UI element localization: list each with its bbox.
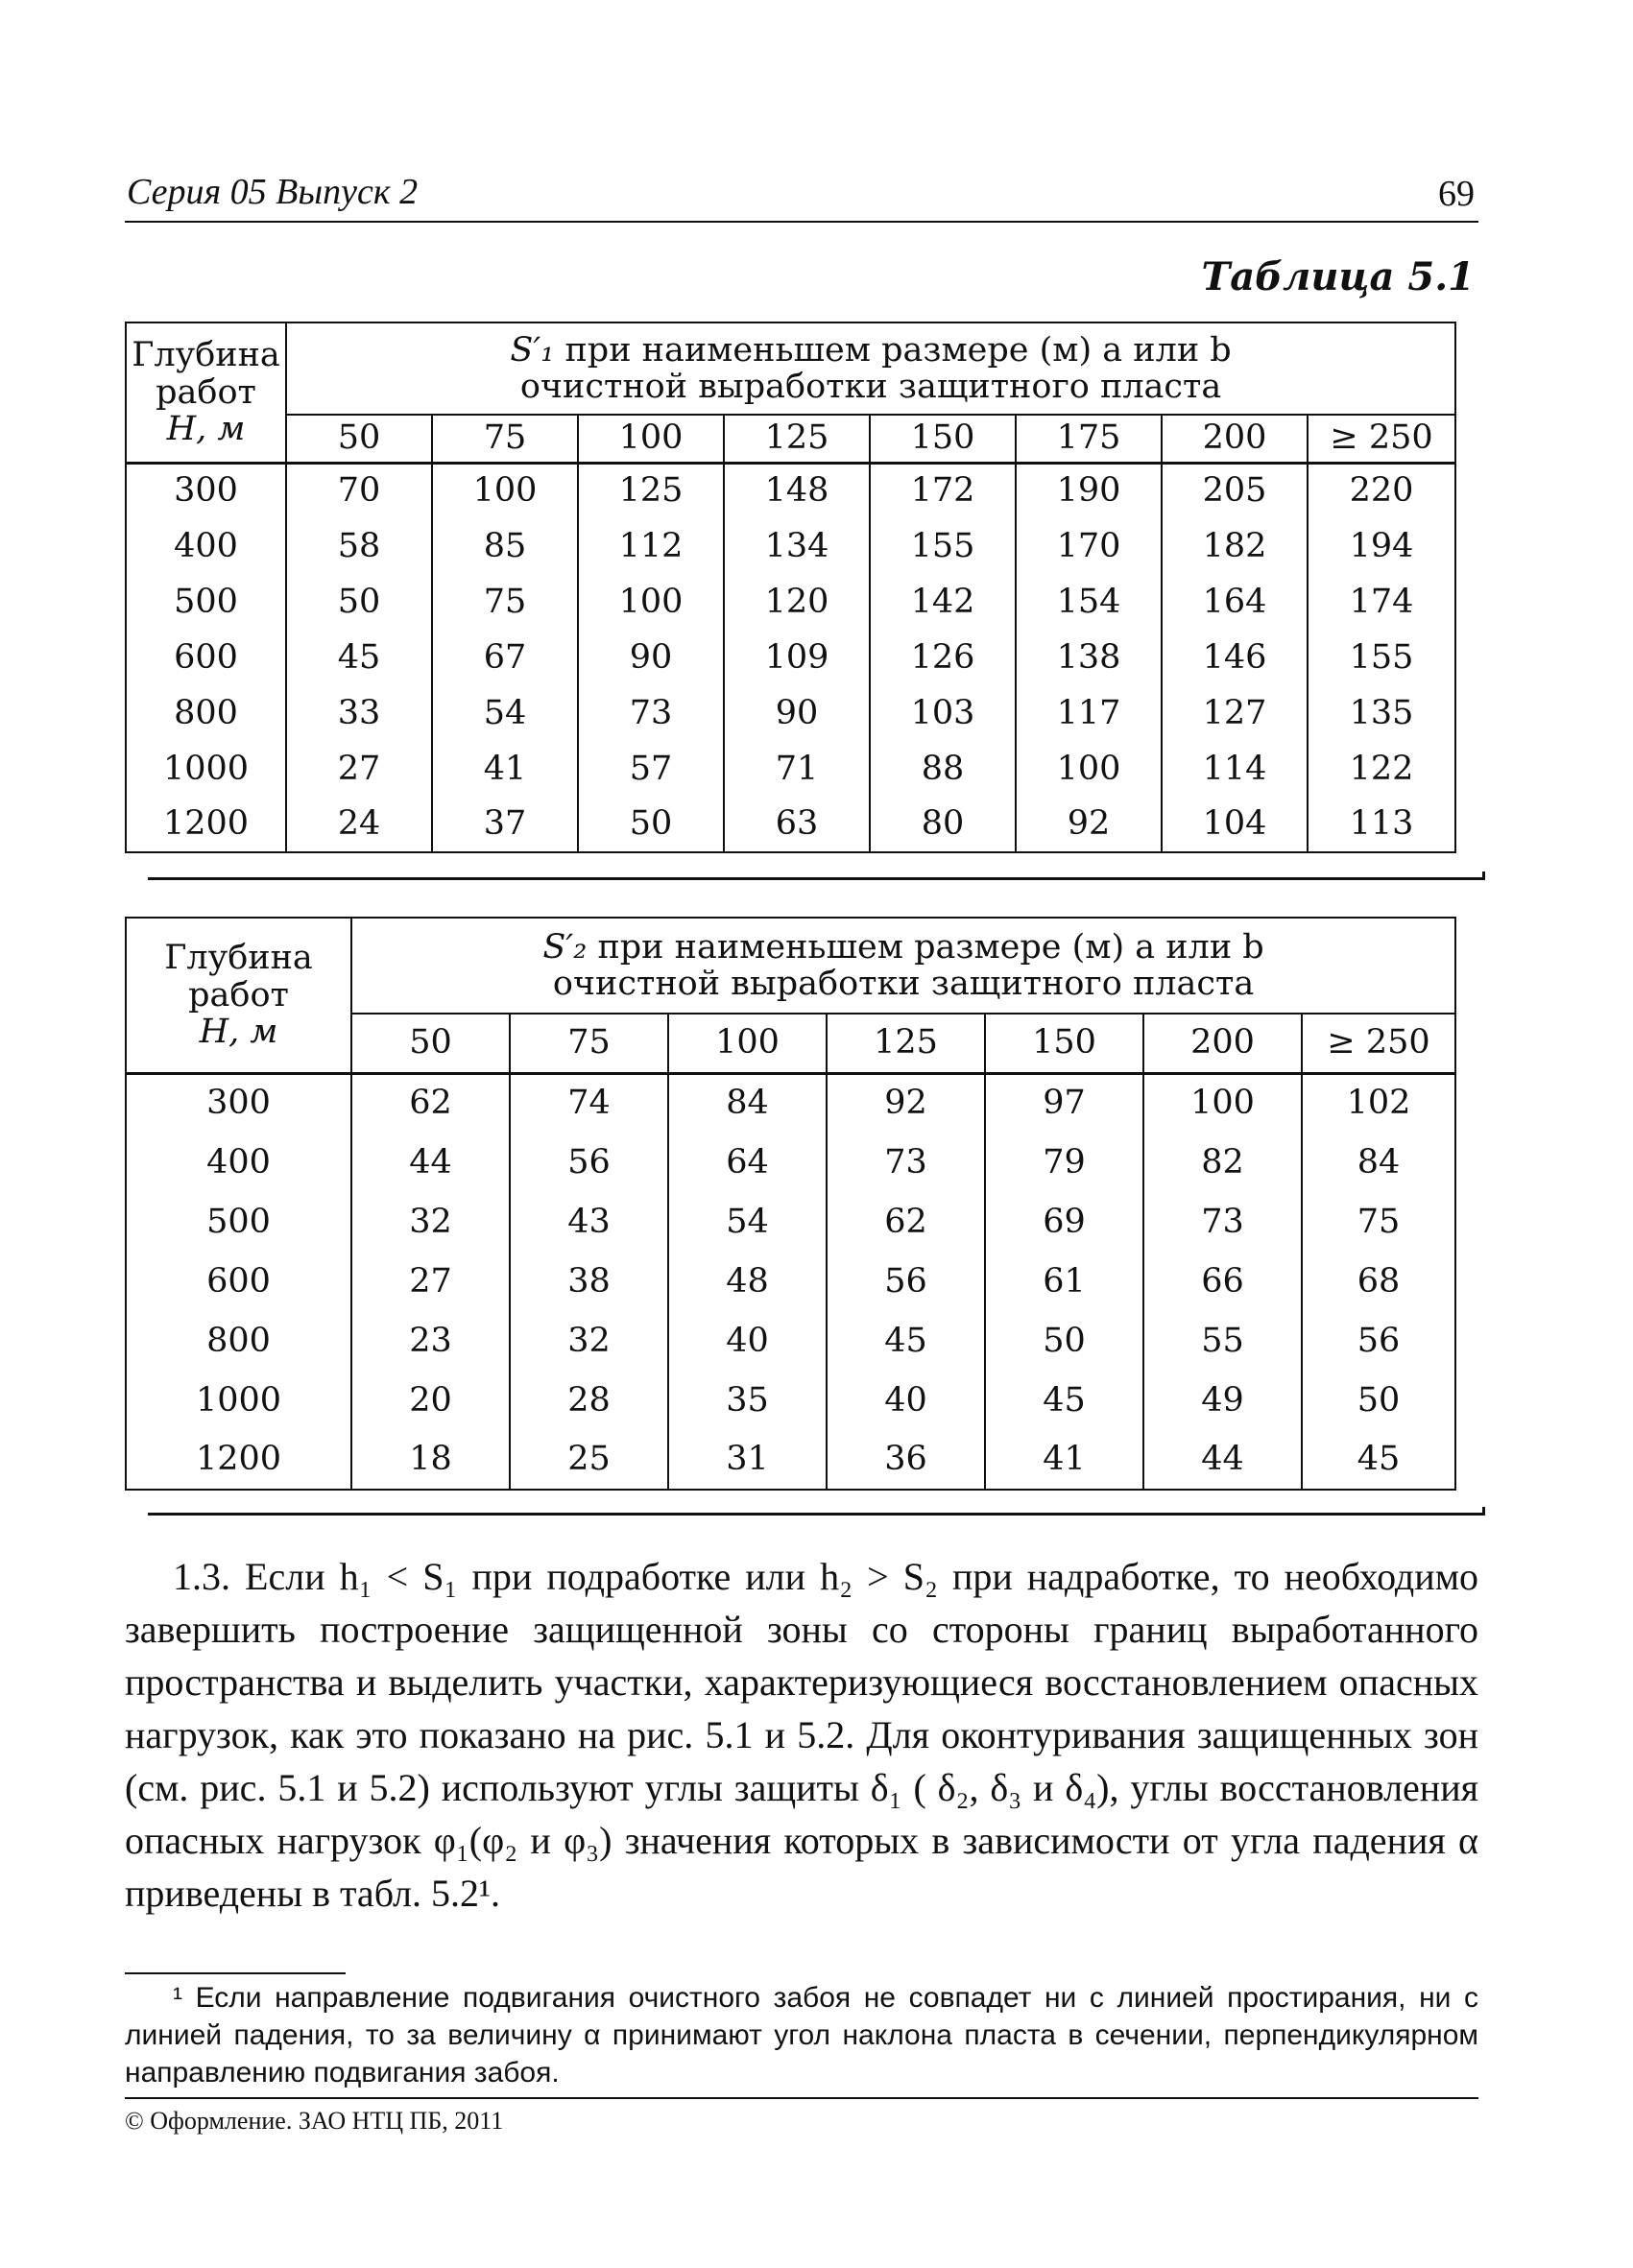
- value-cell: 100: [1143, 1073, 1302, 1133]
- table-row: [126, 1311, 1455, 1371]
- span-header: [351, 918, 1455, 1014]
- value-cell: 205: [1162, 463, 1308, 518]
- value-cell: 54: [668, 1192, 827, 1252]
- value-cell: 63: [724, 797, 870, 852]
- value-cell: 33: [286, 685, 432, 741]
- span-header-text: при наименьшем размере (м) a или b: [587, 927, 1264, 967]
- value-cell: 170: [1016, 518, 1162, 574]
- value-cell: 90: [578, 630, 724, 685]
- row-header-line: H, м: [166, 410, 246, 448]
- value-cell: 57: [578, 741, 724, 797]
- value-cell: 50: [985, 1311, 1143, 1371]
- value-cell: 142: [870, 574, 1016, 630]
- value-cell: 172: [870, 463, 1016, 518]
- row-header-line: работ: [156, 372, 256, 412]
- value-cell: 62: [827, 1192, 985, 1252]
- table-row: [126, 1133, 1455, 1192]
- value-cell: 97: [985, 1073, 1143, 1133]
- value-cell: 58: [286, 518, 432, 574]
- footer-rule: [125, 2097, 1478, 2099]
- depth-cell: 600: [126, 630, 286, 685]
- value-cell: 31: [668, 1430, 827, 1490]
- value-cell: 100: [578, 574, 724, 630]
- value-cell: 154: [1016, 574, 1162, 630]
- value-cell: 100: [1016, 741, 1162, 797]
- value-cell: 44: [1143, 1430, 1302, 1490]
- value-cell: 68: [1302, 1252, 1455, 1311]
- value-cell: 174: [1308, 574, 1455, 630]
- value-cell: 120: [724, 574, 870, 630]
- table-row: [126, 518, 1455, 574]
- column-header: 50: [286, 415, 432, 463]
- series-title: Серия 05 Выпуск 2: [127, 172, 419, 212]
- depth-cell: 300: [126, 1073, 351, 1133]
- value-cell: 66: [1143, 1252, 1302, 1311]
- value-cell: 50: [1302, 1371, 1455, 1430]
- value-cell: 84: [1302, 1133, 1455, 1192]
- value-cell: 85: [432, 518, 578, 574]
- value-cell: 92: [827, 1073, 985, 1133]
- page-header: [125, 165, 1478, 223]
- depth-cell: 400: [126, 1133, 351, 1192]
- page-number: 69: [1438, 174, 1475, 214]
- table-shadow: [148, 871, 1485, 880]
- footnote-rule: [125, 1972, 346, 1974]
- value-cell: 155: [870, 518, 1016, 574]
- span-header: [286, 322, 1455, 415]
- table-row: [126, 1430, 1455, 1490]
- span-header-text-2: очистной выработки защитного пласта: [519, 368, 1222, 406]
- column-header: 150: [985, 1014, 1143, 1073]
- value-cell: 75: [1302, 1192, 1455, 1252]
- depth-cell: 800: [126, 685, 286, 741]
- depth-cell: 1200: [126, 1430, 351, 1490]
- value-cell: 55: [1143, 1311, 1302, 1371]
- value-cell: 45: [985, 1371, 1143, 1430]
- depth-cell: 300: [126, 463, 286, 518]
- value-cell: 45: [1302, 1430, 1455, 1490]
- depth-cell: 500: [126, 574, 286, 630]
- paragraph-text: 1.3. Если h₁ < S₁ при подработке или h₂ > S₂ при надработке, то необходимо завершить построение защищенной зоны со стороны границ выработанного пространства и выделить участки, характеризующиеся восстановлением опасных нагрузок, как это показано на рис. 5.1 и 5.2. Для оконтуривания защищенных зон (см. рис. 5.1 и 5.2) используют углы защиты δ₁ ( δ₂, δ₃ и δ₄), углы восстановления опасных нагрузок φ₁(φ₂ и φ₃) значения которых в зависимости от угла падения α приведены в табл. 5.2¹.: [125, 1555, 1478, 1915]
- value-cell: 135: [1308, 685, 1455, 741]
- value-cell: 49: [1143, 1371, 1302, 1430]
- table-caption: Таблица 5.1: [1201, 254, 1475, 299]
- value-cell: 82: [1143, 1133, 1302, 1192]
- copyright: © Оформление. ЗАО НТЦ ПБ, 2011: [125, 2107, 504, 2135]
- value-cell: 182: [1162, 518, 1308, 574]
- value-cell: 148: [724, 463, 870, 518]
- span-header-symbol: S′₂: [542, 927, 588, 967]
- value-cell: 138: [1016, 630, 1162, 685]
- value-cell: 28: [510, 1371, 668, 1430]
- value-cell: 27: [286, 741, 432, 797]
- value-cell: 38: [510, 1252, 668, 1311]
- table-row: [126, 1192, 1455, 1252]
- value-cell: 23: [351, 1311, 510, 1371]
- table-row: [126, 797, 1455, 852]
- value-cell: 18: [351, 1430, 510, 1490]
- value-cell: 56: [827, 1252, 985, 1311]
- table-row: [126, 1073, 1455, 1133]
- value-cell: 44: [351, 1133, 510, 1192]
- value-cell: 56: [510, 1133, 668, 1192]
- column-header: ≥ 250: [1308, 415, 1455, 463]
- column-header: 125: [827, 1014, 985, 1073]
- value-cell: 64: [668, 1133, 827, 1192]
- value-cell: 74: [510, 1073, 668, 1133]
- table-row: [126, 1371, 1455, 1430]
- value-cell: 164: [1162, 574, 1308, 630]
- table-row: [126, 630, 1455, 685]
- value-cell: 20: [351, 1371, 510, 1430]
- depth-cell: 1000: [126, 1371, 351, 1430]
- row-header-line: работ: [188, 975, 289, 1015]
- value-cell: 104: [1162, 797, 1308, 852]
- value-cell: 40: [827, 1371, 985, 1430]
- value-cell: 62: [351, 1073, 510, 1133]
- value-cell: 71: [724, 741, 870, 797]
- value-cell: 54: [432, 685, 578, 741]
- value-cell: 84: [668, 1073, 827, 1133]
- depth-cell: 1000: [126, 741, 286, 797]
- value-cell: 155: [1308, 630, 1455, 685]
- value-cell: 114: [1162, 741, 1308, 797]
- footnote: [125, 1979, 1478, 2091]
- value-cell: 103: [870, 685, 1016, 741]
- column-header: 100: [668, 1014, 827, 1073]
- value-cell: 69: [985, 1192, 1143, 1252]
- value-cell: 127: [1162, 685, 1308, 741]
- column-header: ≥ 250: [1302, 1014, 1455, 1073]
- value-cell: 40: [668, 1311, 827, 1371]
- column-header: 100: [578, 415, 724, 463]
- value-cell: 24: [286, 797, 432, 852]
- table-shadow: [148, 1507, 1485, 1516]
- value-cell: 32: [351, 1192, 510, 1252]
- column-header: 150: [870, 415, 1016, 463]
- value-cell: 50: [286, 574, 432, 630]
- value-cell: 32: [510, 1311, 668, 1371]
- column-header: 175: [1016, 415, 1162, 463]
- body-paragraph: [125, 1550, 1478, 1920]
- value-cell: 50: [578, 797, 724, 852]
- value-cell: 117: [1016, 685, 1162, 741]
- span-header-symbol: S′₁: [510, 330, 555, 370]
- row-header: [126, 918, 351, 1073]
- value-cell: 122: [1308, 741, 1455, 797]
- value-cell: 112: [578, 518, 724, 574]
- value-cell: 92: [1016, 797, 1162, 852]
- span-header-text: при наименьшем размере (м) a или b: [554, 330, 1232, 370]
- table-s1: [125, 322, 1456, 853]
- value-cell: 61: [985, 1252, 1143, 1311]
- value-cell: 41: [432, 741, 578, 797]
- depth-cell: 400: [126, 518, 286, 574]
- value-cell: 73: [1143, 1192, 1302, 1252]
- row-header-line: H, м: [199, 1013, 278, 1051]
- column-header: 75: [432, 415, 578, 463]
- depth-cell: 800: [126, 1311, 351, 1371]
- table-row: [126, 741, 1455, 797]
- value-cell: 70: [286, 463, 432, 518]
- value-cell: 125: [578, 463, 724, 518]
- footnote-text: ¹ Если направление подвигания очистного забоя не совпадет ни с линией простирания, ни с линией падения, то за величину α принимают угол наклона пласта в сечении, перпендикулярном направлению подвигания забоя.: [125, 1982, 1478, 2089]
- row-header-line: Глубина: [164, 939, 313, 977]
- value-cell: 41: [985, 1430, 1143, 1490]
- table-row: [126, 463, 1455, 518]
- column-header: 200: [1162, 415, 1308, 463]
- column-header: 125: [724, 415, 870, 463]
- value-cell: 25: [510, 1430, 668, 1490]
- value-cell: 48: [668, 1252, 827, 1311]
- row-header: [126, 322, 286, 463]
- value-cell: 90: [724, 685, 870, 741]
- value-cell: 36: [827, 1430, 985, 1490]
- value-cell: 79: [985, 1133, 1143, 1192]
- value-cell: 73: [827, 1133, 985, 1192]
- column-header: 200: [1143, 1014, 1302, 1073]
- value-cell: 75: [432, 574, 578, 630]
- value-cell: 73: [578, 685, 724, 741]
- value-cell: 146: [1162, 630, 1308, 685]
- value-cell: 220: [1308, 463, 1455, 518]
- depth-cell: 600: [126, 1252, 351, 1311]
- depth-cell: 500: [126, 1192, 351, 1252]
- value-cell: 109: [724, 630, 870, 685]
- value-cell: 100: [432, 463, 578, 518]
- value-cell: 102: [1302, 1073, 1455, 1133]
- value-cell: 45: [827, 1311, 985, 1371]
- table-row: [126, 574, 1455, 630]
- table-row: [126, 1252, 1455, 1311]
- value-cell: 88: [870, 741, 1016, 797]
- value-cell: 43: [510, 1192, 668, 1252]
- value-cell: 190: [1016, 463, 1162, 518]
- value-cell: 37: [432, 797, 578, 852]
- value-cell: 80: [870, 797, 1016, 852]
- table-row: [126, 685, 1455, 741]
- value-cell: 27: [351, 1252, 510, 1311]
- value-cell: 113: [1308, 797, 1455, 852]
- span-header-text-2: очистной выработки защитного пласта: [552, 965, 1255, 1003]
- column-header: 50: [351, 1014, 510, 1073]
- value-cell: 194: [1308, 518, 1455, 574]
- table-s2: [125, 917, 1456, 1491]
- value-cell: 67: [432, 630, 578, 685]
- value-cell: 126: [870, 630, 1016, 685]
- value-cell: 134: [724, 518, 870, 574]
- row-header-line: Глубина: [132, 336, 280, 374]
- column-header: 75: [510, 1014, 668, 1073]
- value-cell: 56: [1302, 1311, 1455, 1371]
- value-cell: 35: [668, 1371, 827, 1430]
- value-cell: 45: [286, 630, 432, 685]
- depth-cell: 1200: [126, 797, 286, 852]
